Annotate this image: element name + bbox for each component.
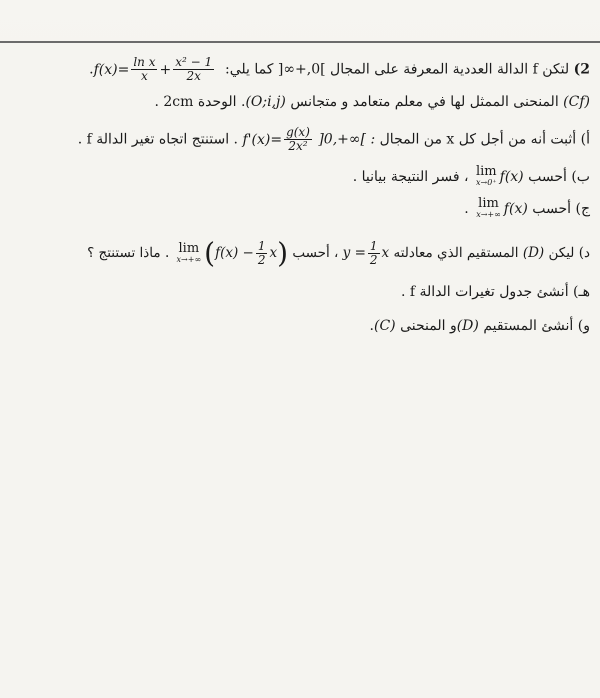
question-b — [8, 166, 590, 188]
limit-zero-func: f(x) — [499, 169, 524, 185]
unit-value: 2cm — [163, 94, 194, 110]
fraction-poly — [173, 56, 214, 83]
limit-difference-word: lim — [178, 240, 200, 256]
fraction-poly-denominator: 2x — [186, 69, 201, 83]
asymptote-equation — [342, 239, 390, 267]
question-a-interval: ]0,+∞[ : — [318, 131, 376, 148]
question-b-text: أحسب — [528, 169, 567, 185]
question-d — [8, 236, 590, 270]
question-c-label: ج) — [575, 201, 590, 217]
exercise-number: 2) — [573, 61, 590, 78]
limit-zero-expression — [473, 164, 524, 187]
equation-var: x — [381, 245, 390, 261]
line-d-label: (D) — [522, 245, 545, 261]
equation-fraction — [368, 240, 380, 267]
left-paren: ( — [204, 236, 216, 270]
unit-text: . الوحدة — [197, 94, 246, 110]
question-a-label: أ) — [580, 131, 590, 148]
difference-left: f(x) − — [215, 245, 254, 261]
question-b-label: ب) — [571, 169, 590, 185]
frame-label: (O;i,j) — [245, 94, 286, 110]
line-d-ref: (D) — [456, 318, 479, 334]
exercise-line-curve — [8, 92, 590, 112]
question-a — [8, 126, 590, 153]
difference-denominator: 2 — [257, 253, 266, 267]
limit-inf-sub: x→+∞ — [476, 210, 501, 219]
question-b-after: ، فسر النتيجة بيانيا . — [352, 169, 469, 185]
limit-difference-expression — [174, 236, 289, 270]
question-h-label: هـ) — [573, 284, 590, 300]
question-w — [8, 316, 590, 336]
difference-numerator: 1 — [257, 239, 266, 253]
derivative-numerator: g(x) — [286, 125, 310, 139]
limit-zero-word: lim — [475, 164, 497, 179]
question-h-text: أنشئ جدول تغيرات الدالة f . — [400, 284, 569, 300]
question-c-text: أحسب — [532, 201, 572, 217]
limit-zero-sub: x→0⁺ — [476, 178, 497, 187]
limit-difference — [176, 240, 202, 265]
fraction-ln-numerator: ln x — [133, 55, 156, 69]
limit-inf-expression — [473, 196, 528, 219]
question-h — [8, 282, 590, 302]
line2-end: . — [154, 94, 159, 110]
derivative-denominator: 2x² — [288, 139, 308, 153]
question-d-text1: ليكن — [548, 245, 575, 261]
definition-text: لتكن f الدالة العددية المعرفة على المجال ]0,+∞[ كما يلي: — [225, 61, 570, 78]
question-c — [8, 198, 590, 220]
limit-difference-sub: x→+∞ — [176, 254, 202, 264]
function-name: f(x)= — [93, 61, 130, 78]
question-w-end: . — [369, 318, 374, 334]
question-d-text2: المستقيم الذي معادلته — [393, 245, 519, 261]
limit-inf-word: lim — [478, 196, 499, 211]
question-w-text1: أنشئ المستقيم — [483, 318, 574, 334]
line1-end: . — [89, 61, 94, 78]
difference-fraction — [256, 240, 268, 267]
difference-var: x — [269, 245, 278, 261]
fraction-poly-numerator: x² − 1 — [175, 55, 213, 69]
question-d-text3: ، أحسب — [292, 245, 339, 261]
derivative-expression — [242, 125, 313, 153]
question-a-text: أثبت أنه من أجل كل x من المجال — [379, 131, 577, 148]
derivative-fraction — [284, 126, 312, 153]
limit-inf — [476, 198, 501, 220]
question-c-end: . — [464, 201, 469, 217]
fraction-ln-denominator: x — [141, 69, 148, 83]
curve-description: المنحنى الممثل لها في معلم متعامد و متجانس — [290, 94, 559, 110]
plus-sign: + — [159, 61, 172, 78]
equation-denominator: 2 — [369, 253, 378, 267]
limit-inf-func: f(x) — [503, 201, 528, 217]
derivative-name: f'(x)= — [242, 131, 283, 148]
curve-label: (Cf) — [563, 94, 590, 110]
equation-numerator: 1 — [369, 239, 378, 253]
function-definition — [93, 55, 221, 83]
limit-zero — [476, 166, 497, 188]
question-d-label: د) — [578, 245, 590, 261]
curve-c-ref: (C) — [374, 318, 396, 334]
question-w-label: و) — [577, 318, 590, 334]
question-a-after: . استنتج اتجاه تغير الدالة f . — [77, 131, 239, 148]
question-w-text2: و المنحنى — [400, 318, 457, 334]
equation-left: y = — [342, 245, 366, 261]
right-paren: ) — [277, 236, 289, 270]
fraction-ln — [131, 56, 157, 83]
exercise-line-definition — [8, 56, 590, 83]
question-d-text4: . ماذا تستنتج ؟ — [87, 245, 170, 261]
